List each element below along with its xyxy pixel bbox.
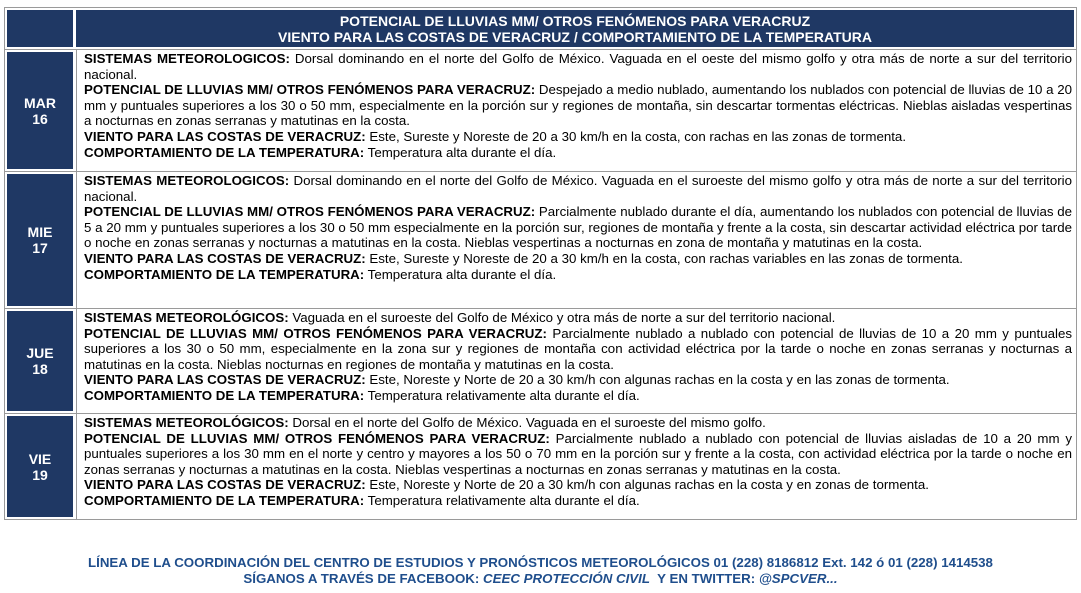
temperatura-label: COMPORTAMIENTO DE LA TEMPERATURA: xyxy=(84,492,365,508)
temperatura-paragraph xyxy=(84,493,1072,509)
viento-label: VIENTO PARA LAS COSTAS DE VERACRUZ: xyxy=(84,250,366,266)
viento-label: VIENTO PARA LAS COSTAS DE VERACRUZ: xyxy=(84,128,366,144)
potencial-text: Parcialmente nublado a nublado con potencial de lluvias de 10 a 20 mm y puntuales superiores a los 30 o 50 mm, especialmente en la zona sur y regiones de montaña con actividad eléctrica por la tarde o noche en zonas serranas y nocturnas a matutinas en la costa. Nieblas nocturnas en regiones de montaña y matutinas en la costa. xyxy=(84,325,1072,372)
twitter-link[interactable]: @SPCVER... xyxy=(758,571,838,586)
sistemas-text: Dorsal dominando en el norte del Golfo de México. Vaguada en el suroeste del mismo golfo y otra más de norte a sur del territorio nacional. xyxy=(84,173,1072,204)
day-date: 18 xyxy=(32,361,48,377)
day-cell xyxy=(7,174,73,306)
viento-label: VIENTO PARA LAS COSTAS DE VERACRUZ: xyxy=(84,372,366,388)
day-name: MAR xyxy=(24,94,56,111)
viento-text: Este, Noreste y Norte de 20 a 30 km/h con algunas rachas en la costa y en zonas de tormenta. xyxy=(365,477,929,493)
sistemas-label: SISTEMAS METEOROLÓGICOS: xyxy=(84,310,289,325)
temperatura-text: Temperatura alta durante el día. xyxy=(364,266,557,282)
forecast-row-jue-18 xyxy=(5,309,1076,414)
potencial-label: POTENCIAL DE LLUVIAS MM/ OTROS FENÓMENOS PARA VERACRUZ: xyxy=(84,325,547,341)
forecast-table xyxy=(4,7,1077,520)
header-title-line2: VIENTO PARA LAS COSTAS DE VERACRUZ / COMPORTAMIENTO DE LA TEMPERATURA xyxy=(278,28,872,45)
forecast-row-vie-19 xyxy=(5,414,1076,519)
sistemas-text: Dorsal en el norte del Golfo de México. Vaguada en el suroeste del mismo golfo. xyxy=(288,415,766,430)
sistemas-text: Vaguada en el suroeste del Golfo de México y otra más de norte a sur del territorio nacional. xyxy=(288,310,836,325)
footer-line2 xyxy=(0,571,1081,587)
viento-text: Este, Sureste y Noreste de 20 a 30 km/h en la costa, con rachas en las zonas de tormenta. xyxy=(365,128,907,144)
viento-text: Este, Sureste y Noreste de 20 a 30 km/h en la costa, con rachas variables en las zonas de tormenta. xyxy=(365,250,963,266)
temperatura-label: COMPORTAMIENTO DE LA TEMPERATURA: xyxy=(84,266,365,282)
potencial-paragraph xyxy=(84,82,1072,129)
temperatura-text: Temperatura relativamente alta durante el día. xyxy=(364,387,640,403)
forecast-content xyxy=(76,50,1076,171)
temperatura-label: COMPORTAMIENTO DE LA TEMPERATURA: xyxy=(84,387,365,403)
day-name: JUE xyxy=(26,345,54,361)
forecast-row-mar-16 xyxy=(5,50,1076,172)
viento-paragraph xyxy=(84,251,1072,267)
viento-text: Este, Noreste y Norte de 20 a 30 km/h con algunas rachas en la costa y en las zonas de tormenta. xyxy=(365,372,950,388)
header-corner-cell xyxy=(7,10,73,47)
sistemas-paragraph xyxy=(84,415,1072,431)
viento-label: VIENTO PARA LAS COSTAS DE VERACRUZ: xyxy=(84,477,366,493)
header-title xyxy=(76,10,1074,47)
forecast-content xyxy=(76,414,1076,519)
forecast-row-mie-17 xyxy=(5,172,1076,309)
facebook-link[interactable]: CEEC PROTECCIÓN CIVIL xyxy=(483,571,650,586)
sistemas-paragraph xyxy=(84,173,1072,204)
sistemas-paragraph xyxy=(84,310,1072,326)
day-date: 16 xyxy=(32,110,48,127)
footer-contact xyxy=(0,555,1081,587)
potencial-label: POTENCIAL DE LLUVIAS MM/ OTROS FENÓMENOS PARA VERACRUZ: xyxy=(84,82,536,98)
potencial-text: Despejado a medio nublado, aumentando los nublados con potencial de lluvias de 10 a 20 mm y puntuales superiores a los 30 o 50 mm, especialmente en la porción sur y regiones de montaña, sin descartar tormentas eléctricas. Nieblas aisladas vespertinas a nocturnas en zonas serranas y matutinas en la costa. xyxy=(84,82,1072,129)
day-date: 17 xyxy=(32,240,48,256)
footer-twitter-prefix: Y EN TWITTER: xyxy=(650,571,759,586)
sistemas-text: Dorsal dominando en el norte del Golfo de México. Vaguada en el oeste del mismo golfo y otra más de norte a sur del territorio nacional. xyxy=(84,51,1072,82)
potencial-text: Parcialmente nublado a nublado con potencial de lluvias aisladas de 10 a 20 mm y puntuales superiores a los 30 mm en el norte y centro y mayores a los 50 o 70 mm en la porción sur y frente a la costa, con actividad eléctrica por la tarde o noche en zonas serranas y nocturnas a matutinas en la costa. Nieblas vespertinas a nocturnas en zonas serranas y matutinas en la costa. xyxy=(84,430,1072,477)
day-date: 19 xyxy=(32,466,48,483)
forecast-content xyxy=(76,172,1076,308)
temperatura-text: Temperatura alta durante el día. xyxy=(364,144,557,160)
potencial-paragraph xyxy=(84,204,1072,251)
viento-paragraph xyxy=(84,477,1072,493)
temperatura-paragraph xyxy=(84,388,1072,404)
potencial-paragraph xyxy=(84,431,1072,478)
day-name: MIE xyxy=(27,224,53,240)
temperatura-paragraph xyxy=(84,145,1072,161)
potencial-label: POTENCIAL DE LLUVIAS MM/ OTROS FENÓMENOS PARA VERACRUZ: xyxy=(84,204,536,220)
viento-paragraph xyxy=(84,372,1072,388)
header-title-line1: POTENCIAL DE LLUVIAS MM/ OTROS FENÓMENOS PARA VERACRUZ xyxy=(339,12,811,29)
day-cell xyxy=(7,416,73,517)
temperatura-label: COMPORTAMIENTO DE LA TEMPERATURA: xyxy=(84,144,365,160)
sistemas-paragraph xyxy=(84,51,1072,82)
potencial-paragraph xyxy=(84,326,1072,373)
day-name: VIE xyxy=(28,450,52,467)
table-header xyxy=(5,8,1076,50)
temperatura-text: Temperatura relativamente alta durante el día. xyxy=(364,492,640,508)
potencial-label: POTENCIAL DE LLUVIAS MM/ OTROS FENÓMENOS PARA VERACRUZ: xyxy=(84,430,550,446)
sistemas-label: SISTEMAS METEOROLÓGICOS: xyxy=(84,415,289,430)
footer-line1: LÍNEA DE LA COORDINACIÓN DEL CENTRO DE ESTUDIOS Y PRONÓSTICOS METEOROLÓGICOS 01 (228) 8186812 Ext. 142 ó 01 (228) 1414538 xyxy=(88,555,993,570)
day-cell xyxy=(7,52,73,169)
sistemas-label: SISTEMAS METEOROLOGICOS: xyxy=(84,51,290,66)
viento-paragraph xyxy=(84,129,1072,145)
sistemas-label: SISTEMAS METEOROLOGICOS: xyxy=(84,173,290,188)
forecast-content xyxy=(76,309,1076,413)
footer-facebook-prefix: SÍGANOS A TRAVÉS DE FACEBOOK: xyxy=(243,571,484,586)
day-cell xyxy=(7,311,73,411)
potencial-text: Parcialmente nublado durante el día, aumentando los nublados con potencial de lluvias de 5 a 20 mm y puntuales superiores a los 30 o 50 mm especialmente en la porción sur, regiones de montaña y frente a la costa, sin descartar actividad eléctrica por tarde o noche en zonas serranas y nocturnas a matutinas en la costa. Nieblas vespertinas a nocturnas en zona de montaña y matutinas en la costa. xyxy=(84,204,1072,251)
temperatura-paragraph xyxy=(84,267,1072,283)
